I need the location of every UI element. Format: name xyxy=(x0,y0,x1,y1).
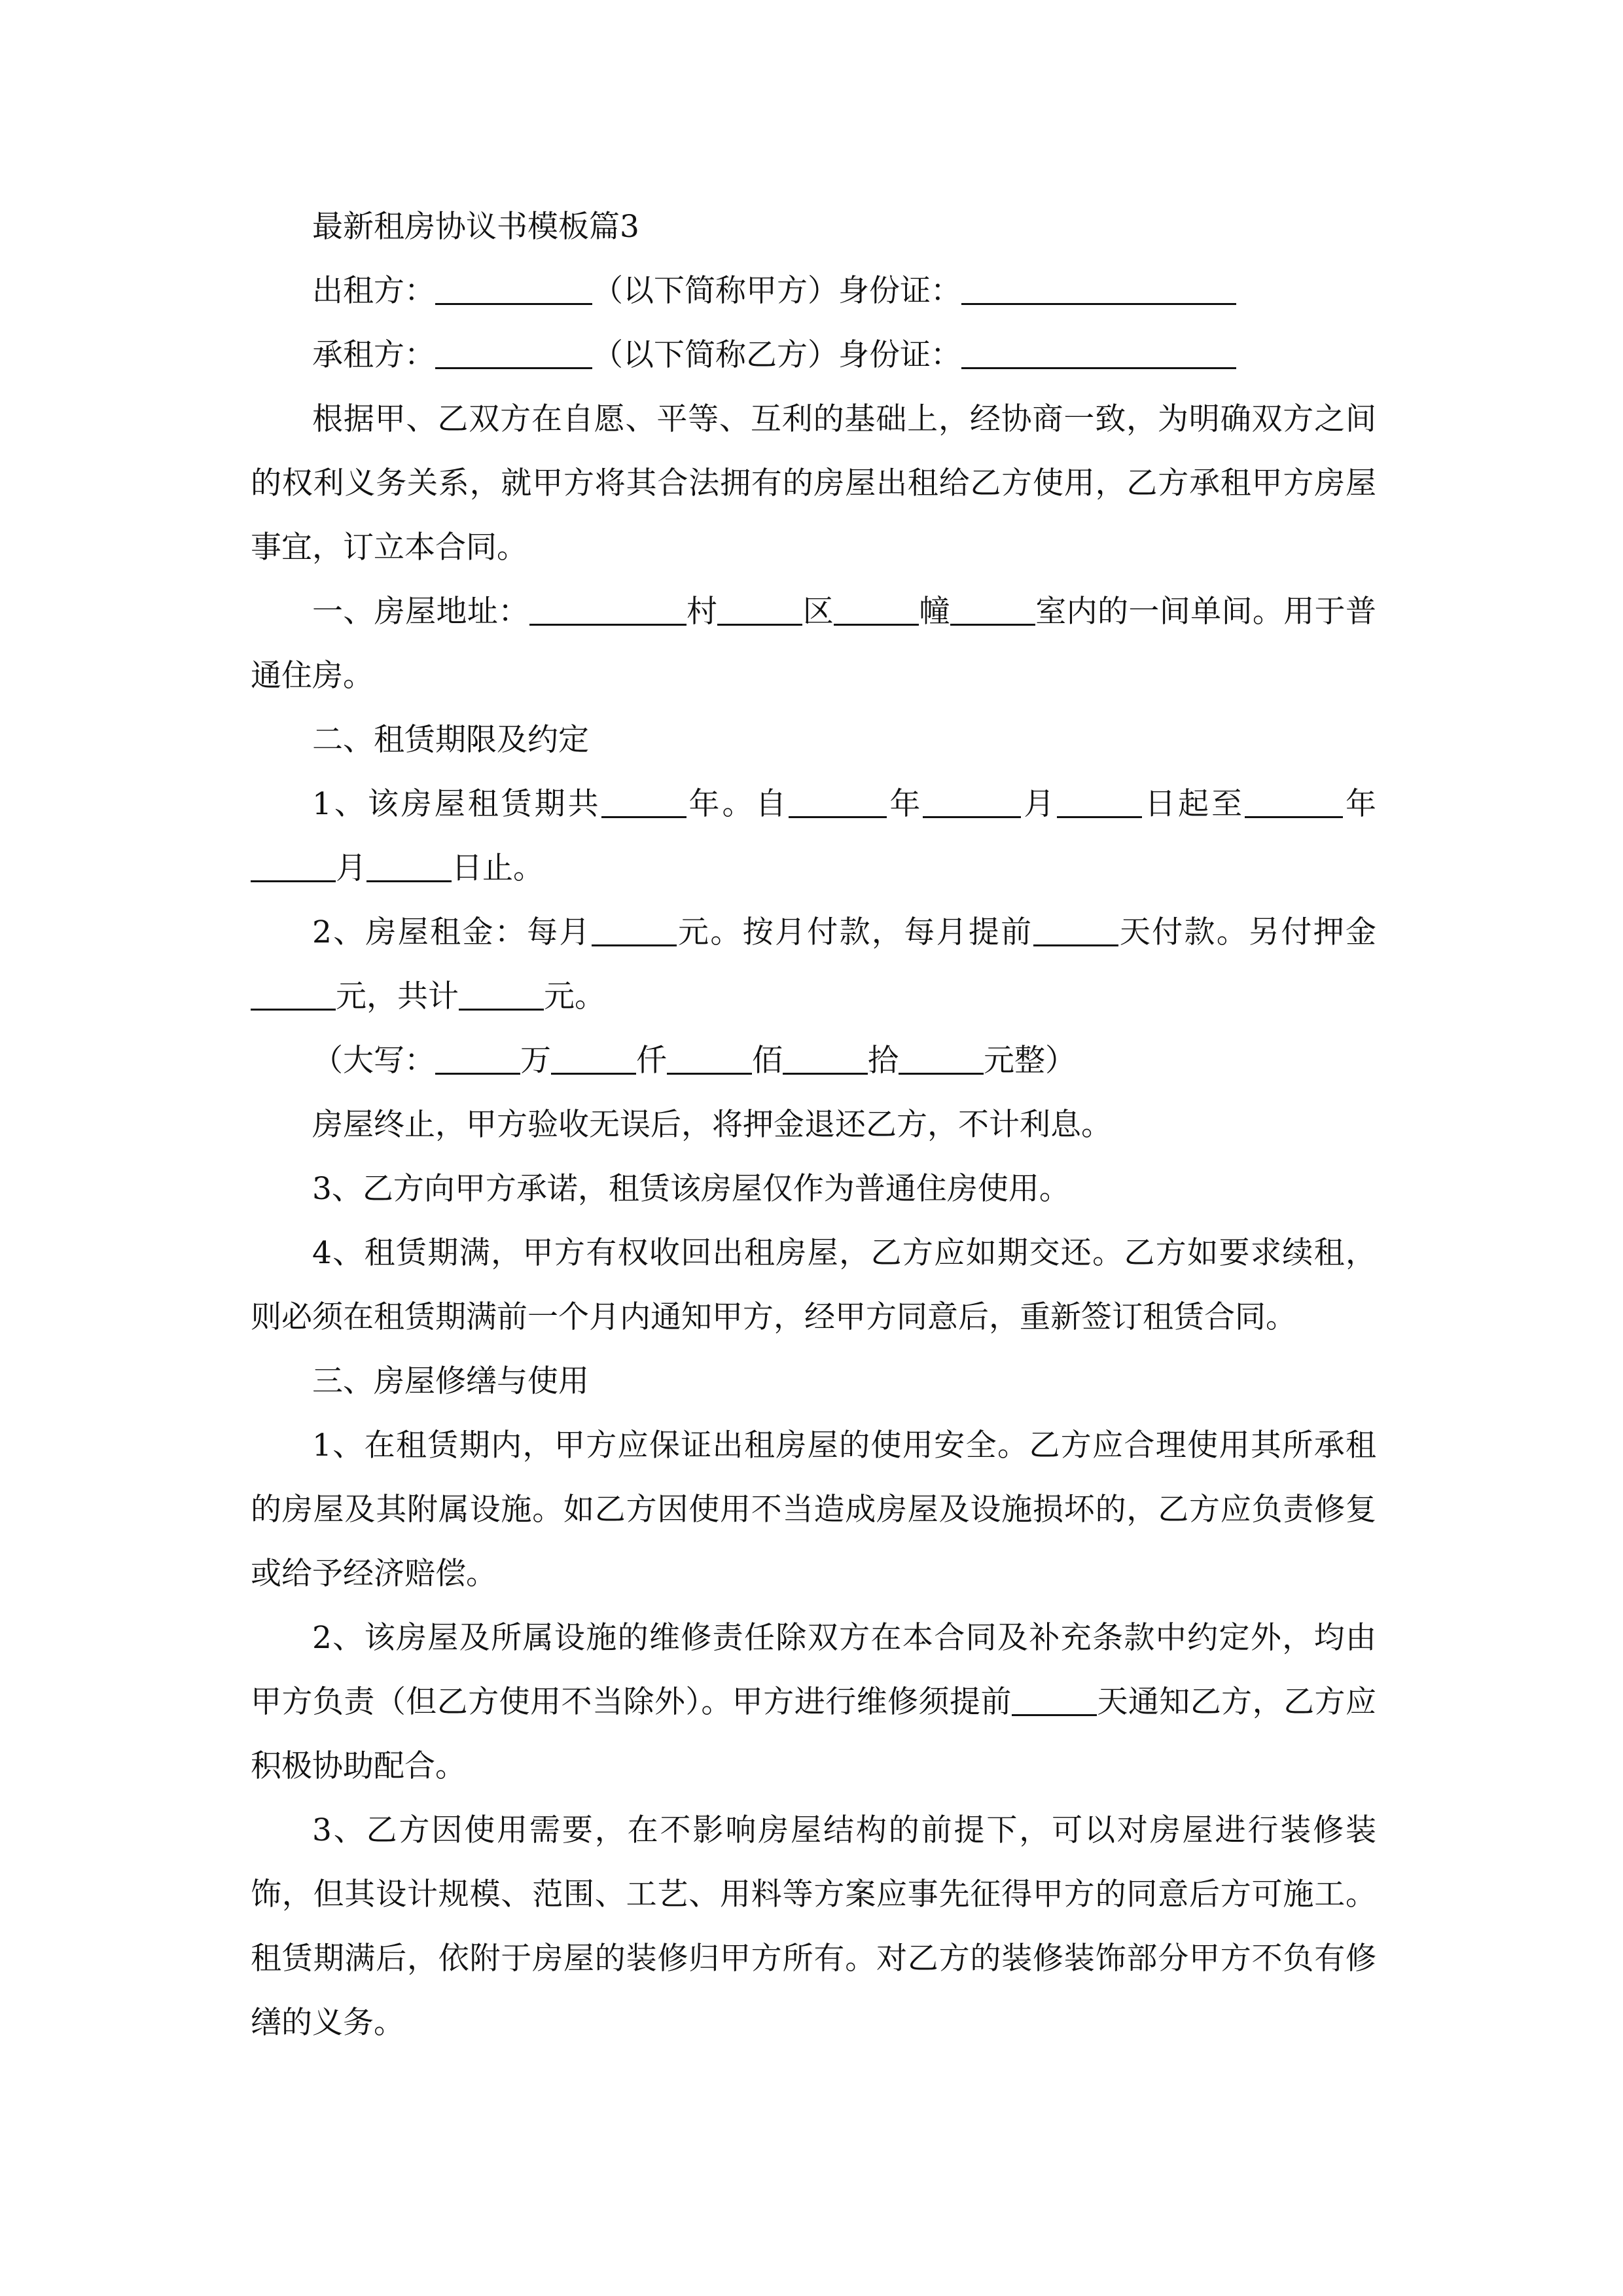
start-year-blank xyxy=(789,785,887,818)
lessor-id-blank xyxy=(961,272,1236,305)
lessor-alias: （以下简称甲方）身份证： xyxy=(592,273,961,309)
intro-paragraph: 根据甲、乙双方在自愿、平等、互利的基础上，经协商一致，为明确双方之间的权利义务关系，就甲方将其合法拥有的房屋出租给乙方使用，乙方承租甲方房屋事宜，订立本合同。 xyxy=(251,401,1376,565)
start-day-blank xyxy=(1057,785,1142,818)
yuan-blank xyxy=(899,1042,984,1075)
capital-amount-line xyxy=(251,1029,1376,1093)
section-2-heading: 二、租赁期限及约定 xyxy=(312,722,589,758)
end-year-blank xyxy=(1245,785,1343,818)
term-text-3: 年 xyxy=(887,786,923,822)
lessee-id-blank xyxy=(961,336,1236,369)
end-month-blank xyxy=(251,850,336,882)
capital-prefix: （大写： xyxy=(312,1043,435,1079)
lessor-line xyxy=(251,259,1376,323)
monthly-rent-blank xyxy=(592,914,677,946)
address-blank xyxy=(529,593,687,626)
capital-suffix: 元整） xyxy=(984,1043,1076,1079)
term-text-8: 日止。 xyxy=(452,850,544,886)
lessee-line xyxy=(251,323,1376,387)
document-body xyxy=(251,195,1376,2055)
term-text-7: 月 xyxy=(336,850,366,886)
term-years-blank xyxy=(601,785,687,818)
address-suffix: 室内的一间单间。用于普通住房。 xyxy=(251,594,1376,694)
address-clause xyxy=(251,580,1376,708)
clause-3-2 xyxy=(251,1606,1376,1799)
deposit-refund-paragraph: 房屋终止，甲方验收无误后，将押金退还乙方，不计利息。 xyxy=(312,1107,1112,1143)
clause-3-1: 1、在租赁期内，甲方应保证出租房屋的使用安全。乙方应合理使用其所承租的房屋及其附属设施。如乙方因使用不当造成房屋及设施损坏的，乙方应负责修复或给予经济赔偿。 xyxy=(251,1427,1376,1592)
lease-term-clause xyxy=(251,772,1376,901)
bai-label: 佰 xyxy=(752,1043,783,1079)
bai-blank xyxy=(667,1042,752,1075)
document-title: 最新租房协议书模板篇3 xyxy=(312,209,639,245)
deposit-blank xyxy=(251,978,336,1011)
shi-blank xyxy=(783,1042,868,1075)
lessee-name-blank xyxy=(435,336,592,369)
term-text-2: 年。自 xyxy=(686,786,789,822)
building-label: 幢 xyxy=(919,594,950,630)
start-month-blank xyxy=(923,785,1021,818)
lessee-alias: （以下简称乙方）身份证： xyxy=(592,337,961,373)
term-text-5: 日起至 xyxy=(1142,786,1245,822)
rent-text-4: 元，共计 xyxy=(336,978,459,1014)
term-text-1: 1、该房屋租赁期共 xyxy=(312,786,601,822)
shi-label: 拾 xyxy=(868,1043,899,1079)
clause-2-4: 4、租赁期满，甲方有权收回出租房屋，乙方应如期交还。乙方如要求续租，则必须在租赁期满前一个月内通知甲方，经甲方同意后，重新签订租赁合同。 xyxy=(251,1235,1376,1335)
lessor-label: 出租方： xyxy=(312,273,435,309)
clause-3-2-text-1: 2、该房屋及所属设施的维修责任除双方在本合同及补充条款中约定外，均由甲方负责（但乙方使用不当除外）。甲方进行维修须提前 xyxy=(251,1620,1376,1720)
rent-text-3: 天付款。另付押金 xyxy=(1118,914,1377,950)
qian-label: 仟 xyxy=(636,1043,667,1079)
end-day-blank xyxy=(366,850,452,882)
rent-clause xyxy=(251,901,1376,1029)
district-blank xyxy=(834,593,919,626)
clause-3-2-text-2: 天通知乙方，乙方应积极协助配合。 xyxy=(251,1684,1377,1784)
rent-text-1: 2、房屋租金：每月 xyxy=(312,914,592,950)
section-3-heading: 三、房屋修缮与使用 xyxy=(312,1363,589,1399)
rent-text-5: 元。 xyxy=(544,978,605,1014)
clause-3-3: 3、乙方因使用需要，在不影响房屋结构的前提下，可以对房屋进行装修装饰，但其设计规模、范围、工艺、用料等方案应事先征得甲方的同意后方可施工。租赁期满后，依附于房屋的装修归甲方所有。对乙方的装修装饰部分甲方不负有修缮的义务。 xyxy=(251,1812,1376,2041)
rent-text-2: 元。按月付款，每月提前 xyxy=(676,914,1033,950)
clause-2-3: 3、乙方向甲方承诺，租赁该房屋仅作为普通住房使用。 xyxy=(312,1171,1070,1207)
advance-days-blank xyxy=(1033,914,1118,946)
wan-blank xyxy=(435,1042,520,1075)
building-blank xyxy=(950,593,1035,626)
term-text-4: 月 xyxy=(1021,786,1058,822)
term-text-6: 年 xyxy=(1343,786,1377,822)
wan-label: 万 xyxy=(520,1043,551,1079)
address-prefix: 一、房屋地址： xyxy=(312,594,529,630)
notice-days-blank xyxy=(1012,1683,1097,1716)
lessor-name-blank xyxy=(435,272,592,305)
village-blank xyxy=(717,593,802,626)
village-label: 村 xyxy=(686,594,718,630)
total-blank xyxy=(459,978,544,1011)
district-label: 区 xyxy=(802,594,834,630)
lessee-label: 承租方： xyxy=(312,337,435,373)
qian-blank xyxy=(551,1042,636,1075)
